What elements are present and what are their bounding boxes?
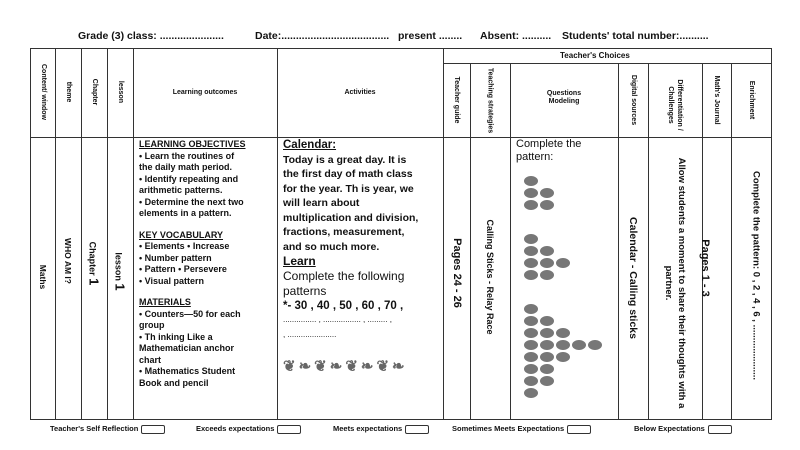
differentiation-line: partner. bbox=[663, 265, 674, 301]
content-window-header: Content/ window bbox=[40, 64, 47, 120]
dot-pattern bbox=[524, 176, 614, 416]
objective-line: the daily math period. bbox=[139, 162, 233, 172]
present-field: present ........ bbox=[398, 30, 463, 42]
pattern-line: *- 30 , 40 , 50 , 60 , 70 , bbox=[283, 299, 404, 312]
meets-label: Meets expectations bbox=[333, 424, 403, 433]
maths-journal-header: Math's Journal bbox=[713, 75, 720, 125]
digital-sources-cell: Calendar - Calling sticks bbox=[627, 217, 639, 339]
learning-outcomes-cell bbox=[139, 139, 275, 389]
materials-line: Book and pencil bbox=[139, 377, 209, 388]
calendar-line: and so much more. bbox=[283, 240, 380, 253]
chapter-cell: Chapter 1 bbox=[86, 241, 102, 286]
differentiation-header: Differentiation / Challenges bbox=[667, 79, 683, 131]
digital-sources-header: Digital sources bbox=[630, 74, 637, 126]
meets-checkbox[interactable] bbox=[405, 425, 429, 434]
sometimes-checkbox[interactable] bbox=[567, 425, 591, 434]
lesson-cell: lesson 1 bbox=[112, 252, 128, 291]
vocab-line: • Visual pattern bbox=[139, 275, 205, 286]
materials-line: chart bbox=[139, 354, 162, 365]
calendar-heading: Calendar: bbox=[283, 139, 337, 151]
date-field: Date:..................................... bbox=[255, 30, 390, 42]
learn-line: patterns bbox=[283, 283, 327, 298]
materials-line: group bbox=[139, 320, 165, 330]
teaching-strategies-header: Teaching strategies bbox=[486, 67, 494, 134]
theme-header: theme bbox=[65, 81, 72, 103]
calendar-line: fractions, measurement, bbox=[283, 226, 405, 238]
sometimes-label: Sometimes Meets Expectations bbox=[452, 424, 565, 433]
leaf-icon: ❧ bbox=[298, 358, 312, 375]
pattern-blanks: ............... , ................. , ......... , bbox=[283, 315, 392, 324]
learn-heading: Learn bbox=[283, 254, 316, 268]
exceeds-checkbox[interactable] bbox=[277, 425, 301, 434]
vocab-heading: KEY VOCABULARY bbox=[139, 229, 224, 240]
below-checkbox[interactable] bbox=[708, 425, 732, 434]
teacher-guide-header: Teacher guide bbox=[453, 76, 460, 124]
calendar-line: for the year. Th is year, we bbox=[283, 182, 414, 195]
exceeds-footer bbox=[196, 424, 301, 434]
materials-line: • Mathematics Student bbox=[139, 366, 236, 376]
maths-journal-cell: Pages 1 - 3 bbox=[699, 239, 711, 297]
objective-line: • Determine the next two bbox=[139, 196, 244, 207]
learning-outcomes-header: Learning outcomes bbox=[172, 89, 238, 96]
questions-modeling-header: Questions Modeling bbox=[546, 90, 582, 105]
leaf-icon: ❧ bbox=[360, 358, 374, 375]
enrichment-cell: Complete the pattern: 0 , 2 , 4 , 6 , ..................... bbox=[750, 170, 762, 381]
question-text bbox=[516, 138, 581, 164]
chapter-header: Chapter bbox=[91, 78, 98, 106]
materials-line: • Th inking Like a bbox=[139, 331, 213, 342]
lesson-header: lesson bbox=[117, 80, 124, 104]
reflection-footer bbox=[50, 424, 165, 434]
pattern-blanks: , ...................... bbox=[283, 329, 337, 339]
question-line: pattern: bbox=[516, 151, 554, 163]
leaf-icon: ❦ bbox=[345, 358, 358, 375]
calendar-line: the first day of math class bbox=[283, 168, 413, 180]
materials-line: • Counters—50 for each bbox=[139, 308, 241, 319]
total-field: Students' total number:.......... bbox=[562, 30, 709, 42]
vocab-line: • Number pattern bbox=[139, 252, 212, 263]
below-label: Below Expectations bbox=[634, 424, 705, 433]
strategies-cell: Calling Sticks - Relay Race bbox=[485, 219, 495, 335]
calendar-line: Today is a great day. It is bbox=[283, 153, 407, 166]
question-line: Complete the bbox=[516, 138, 582, 150]
absent-field: Absent: .......... bbox=[480, 30, 552, 42]
objective-line: • Learn the routines of bbox=[139, 150, 235, 161]
sometimes-footer bbox=[452, 424, 591, 434]
objectives-heading: LEARNING OBJECTIVES bbox=[139, 139, 246, 149]
grade-field: Grade (3) class: ...................... bbox=[78, 30, 224, 42]
meets-footer bbox=[333, 424, 429, 434]
differentiation-cell bbox=[662, 138, 688, 428]
leaf-icon: ❧ bbox=[392, 358, 405, 375]
activities-cell bbox=[283, 138, 441, 376]
content-cell: Maths bbox=[38, 264, 48, 290]
materials-heading: MATERIALS bbox=[139, 297, 191, 307]
vocab-line: • Elements • Increase bbox=[139, 241, 230, 251]
materials-line: Mathematician anchor bbox=[139, 343, 235, 353]
exceeds-label: Exceeds expectations bbox=[196, 424, 275, 433]
differentiation-line: Allow students a moment to share their thoughts with a bbox=[676, 157, 687, 409]
below-footer bbox=[634, 424, 732, 434]
teachers-choices-header: Teacher's Choices bbox=[560, 51, 630, 60]
calendar-line: will learn about bbox=[283, 197, 360, 209]
leaf-icon: ❦ bbox=[283, 358, 296, 375]
enrichment-header: Enrichment bbox=[748, 80, 755, 120]
teacher-guide-cell: Pages 24 - 26 bbox=[451, 238, 463, 308]
vocab-line: • Pattern • Persevere bbox=[139, 264, 227, 274]
objective-line: arithmetic patterns. bbox=[139, 185, 223, 195]
leaf-icon: ❧ bbox=[329, 358, 343, 375]
theme-cell: WHO AM I? bbox=[63, 238, 73, 284]
reflection-checkbox[interactable] bbox=[141, 425, 165, 434]
objective-line: • Identify repeating and bbox=[139, 173, 239, 184]
calendar-line: multiplication and division, bbox=[283, 211, 419, 224]
learn-line: Complete the following bbox=[283, 268, 405, 283]
leaf-pattern bbox=[283, 360, 441, 376]
leaf-icon: ❦ bbox=[314, 358, 327, 375]
leaf-icon: ❦ bbox=[376, 358, 390, 375]
activities-header: Activities bbox=[344, 89, 376, 96]
self-reflection-label: Teacher's Self Reflection bbox=[50, 424, 139, 433]
objective-line: elements in a pattern. bbox=[139, 208, 232, 218]
